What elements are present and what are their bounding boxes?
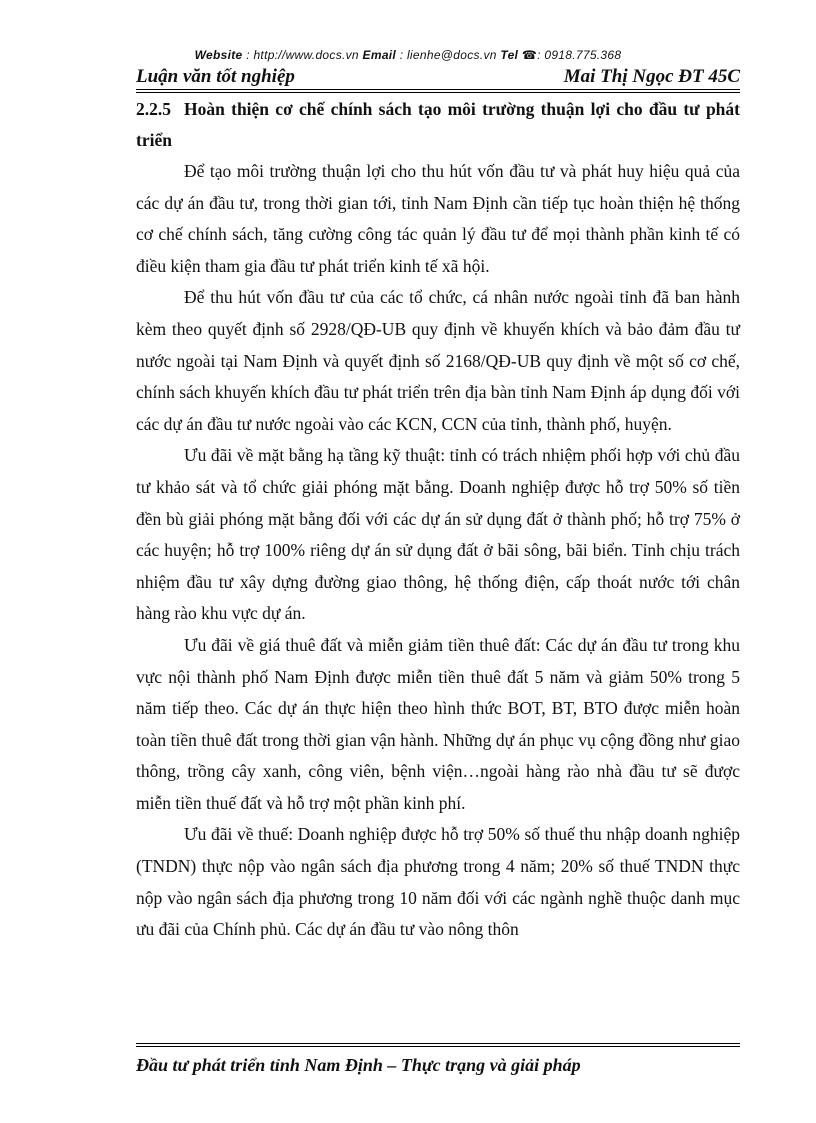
email-label: Email bbox=[362, 48, 397, 62]
page-header bbox=[136, 64, 740, 90]
page-footer: Đầu tư phát triển tỉnh Nam Định – Thực trạng và giải pháp bbox=[136, 1055, 581, 1075]
paragraph-3: Ưu đãi về mặt bằng hạ tầng kỹ thuật: tỉnh có trách nhiệm phối hợp với chủ đầu tư khảo sát và tổ chức giải phóng mặt bằng. Doanh nghiệp được hỗ trợ 50% số tiền đền bù giải phóng mặt bằng đối với các dự án sử dụng đất ở thành phố; hỗ trợ 75% ở các huyện; hỗ trợ 100% riêng dự án sử dụng đất ở bãi sông, bãi biển. Tỉnh chịu trách nhiệm đầu tư xây dựng đường giao thông, hệ thống điện, cấp thoát nước tới chân hàng rào khu vực dự án. bbox=[136, 445, 740, 624]
section-heading bbox=[136, 94, 740, 156]
paragraph-5: Ưu đãi về thuế: Doanh nghiệp được hỗ trợ 50% số thuế thu nhập doanh nghiệp (TNDN) thực nộp vào ngân sách địa phương trong 4 năm; 20% số thuế TNDN thực nộp vào ngân sách địa phương trong 10 năm đối với các ngành nghề thuộc danh mục ưu đãi của Chính phủ. Các dự án đầu tư vào nông thôn bbox=[136, 824, 740, 940]
tel-label: Tel bbox=[500, 48, 519, 62]
document-body bbox=[136, 94, 740, 946]
footer-rule-2 bbox=[136, 1046, 740, 1047]
header-right-author: Mai Thị Ngọc ĐT 45C bbox=[563, 66, 740, 87]
phone-icon: ☎ bbox=[521, 48, 538, 62]
header-left-title: Luận văn tốt nghiệp bbox=[136, 66, 295, 87]
section-title: Hoàn thiện cơ chế chính sách tạo môi trường thuận lợi cho đầu tư phát triển bbox=[136, 99, 740, 150]
phone-number: : 0918.775.368 bbox=[537, 48, 622, 62]
website-url[interactable]: : http://www.docs.vn bbox=[246, 48, 359, 62]
website-label: Website bbox=[194, 48, 243, 62]
paragraph-1: Để tạo môi trường thuận lợi cho thu hút vốn đầu tư và phát huy hiệu quả của các dự án đầu tư, trong thời gian tới, tỉnh Nam Định cần tiếp tục hoàn thiện hệ thống cơ chế chính sách, tăng cường công tác quản lý đầu tư để mọi thành phần kinh tế có điều kiện tham gia đầu tư phát triển kinh tế xã hội. bbox=[136, 161, 740, 276]
header-rule-1 bbox=[136, 89, 740, 90]
email-address[interactable]: : lienhe@docs.vn bbox=[399, 48, 497, 62]
website-bar bbox=[0, 48, 816, 62]
paragraph-2: Để thu hút vốn đầu tư của các tổ chức, cá nhân nước ngoài tỉnh đã ban hành kèm theo quyết định số 2928/QĐ-UB quy định về khuyến khích và bảo đảm đầu tư nước ngoài tại Nam Định và quyết định số 2168/QĐ-UB quy định về một số cơ chế, chính sách khuyến khích đầu tư phát triển trên địa bàn tỉnh Nam Định áp dụng đối với các dự án đầu tư nước ngoài vào các KCN, CCN của tỉnh, thành phố, huyện. bbox=[136, 287, 740, 434]
header-rule-2 bbox=[136, 92, 740, 93]
section-number: 2.2.5 bbox=[136, 99, 171, 119]
footer-rule-1 bbox=[136, 1043, 740, 1044]
paragraph-4: Ưu đãi về giá thuê đất và miễn giảm tiền thuê đất: Các dự án đầu tư trong khu vực nội thành phố Nam Định được miễn tiền thuê đất 5 năm và giảm 50% trong 5 năm tiếp theo. Các dự án thực hiện theo hình thức BOT, BT, BTO được miễn hoàn toàn tiền thuê đất trong thời gian vận hành. Những dự án phục vụ cộng đồng như giao thông, trồng cây xanh, công viên, bệnh viện…ngoài hàng rào nhà đầu tư sẽ được miễn tiền thuế đất và hỗ trợ một phần kinh phí. bbox=[136, 634, 740, 813]
